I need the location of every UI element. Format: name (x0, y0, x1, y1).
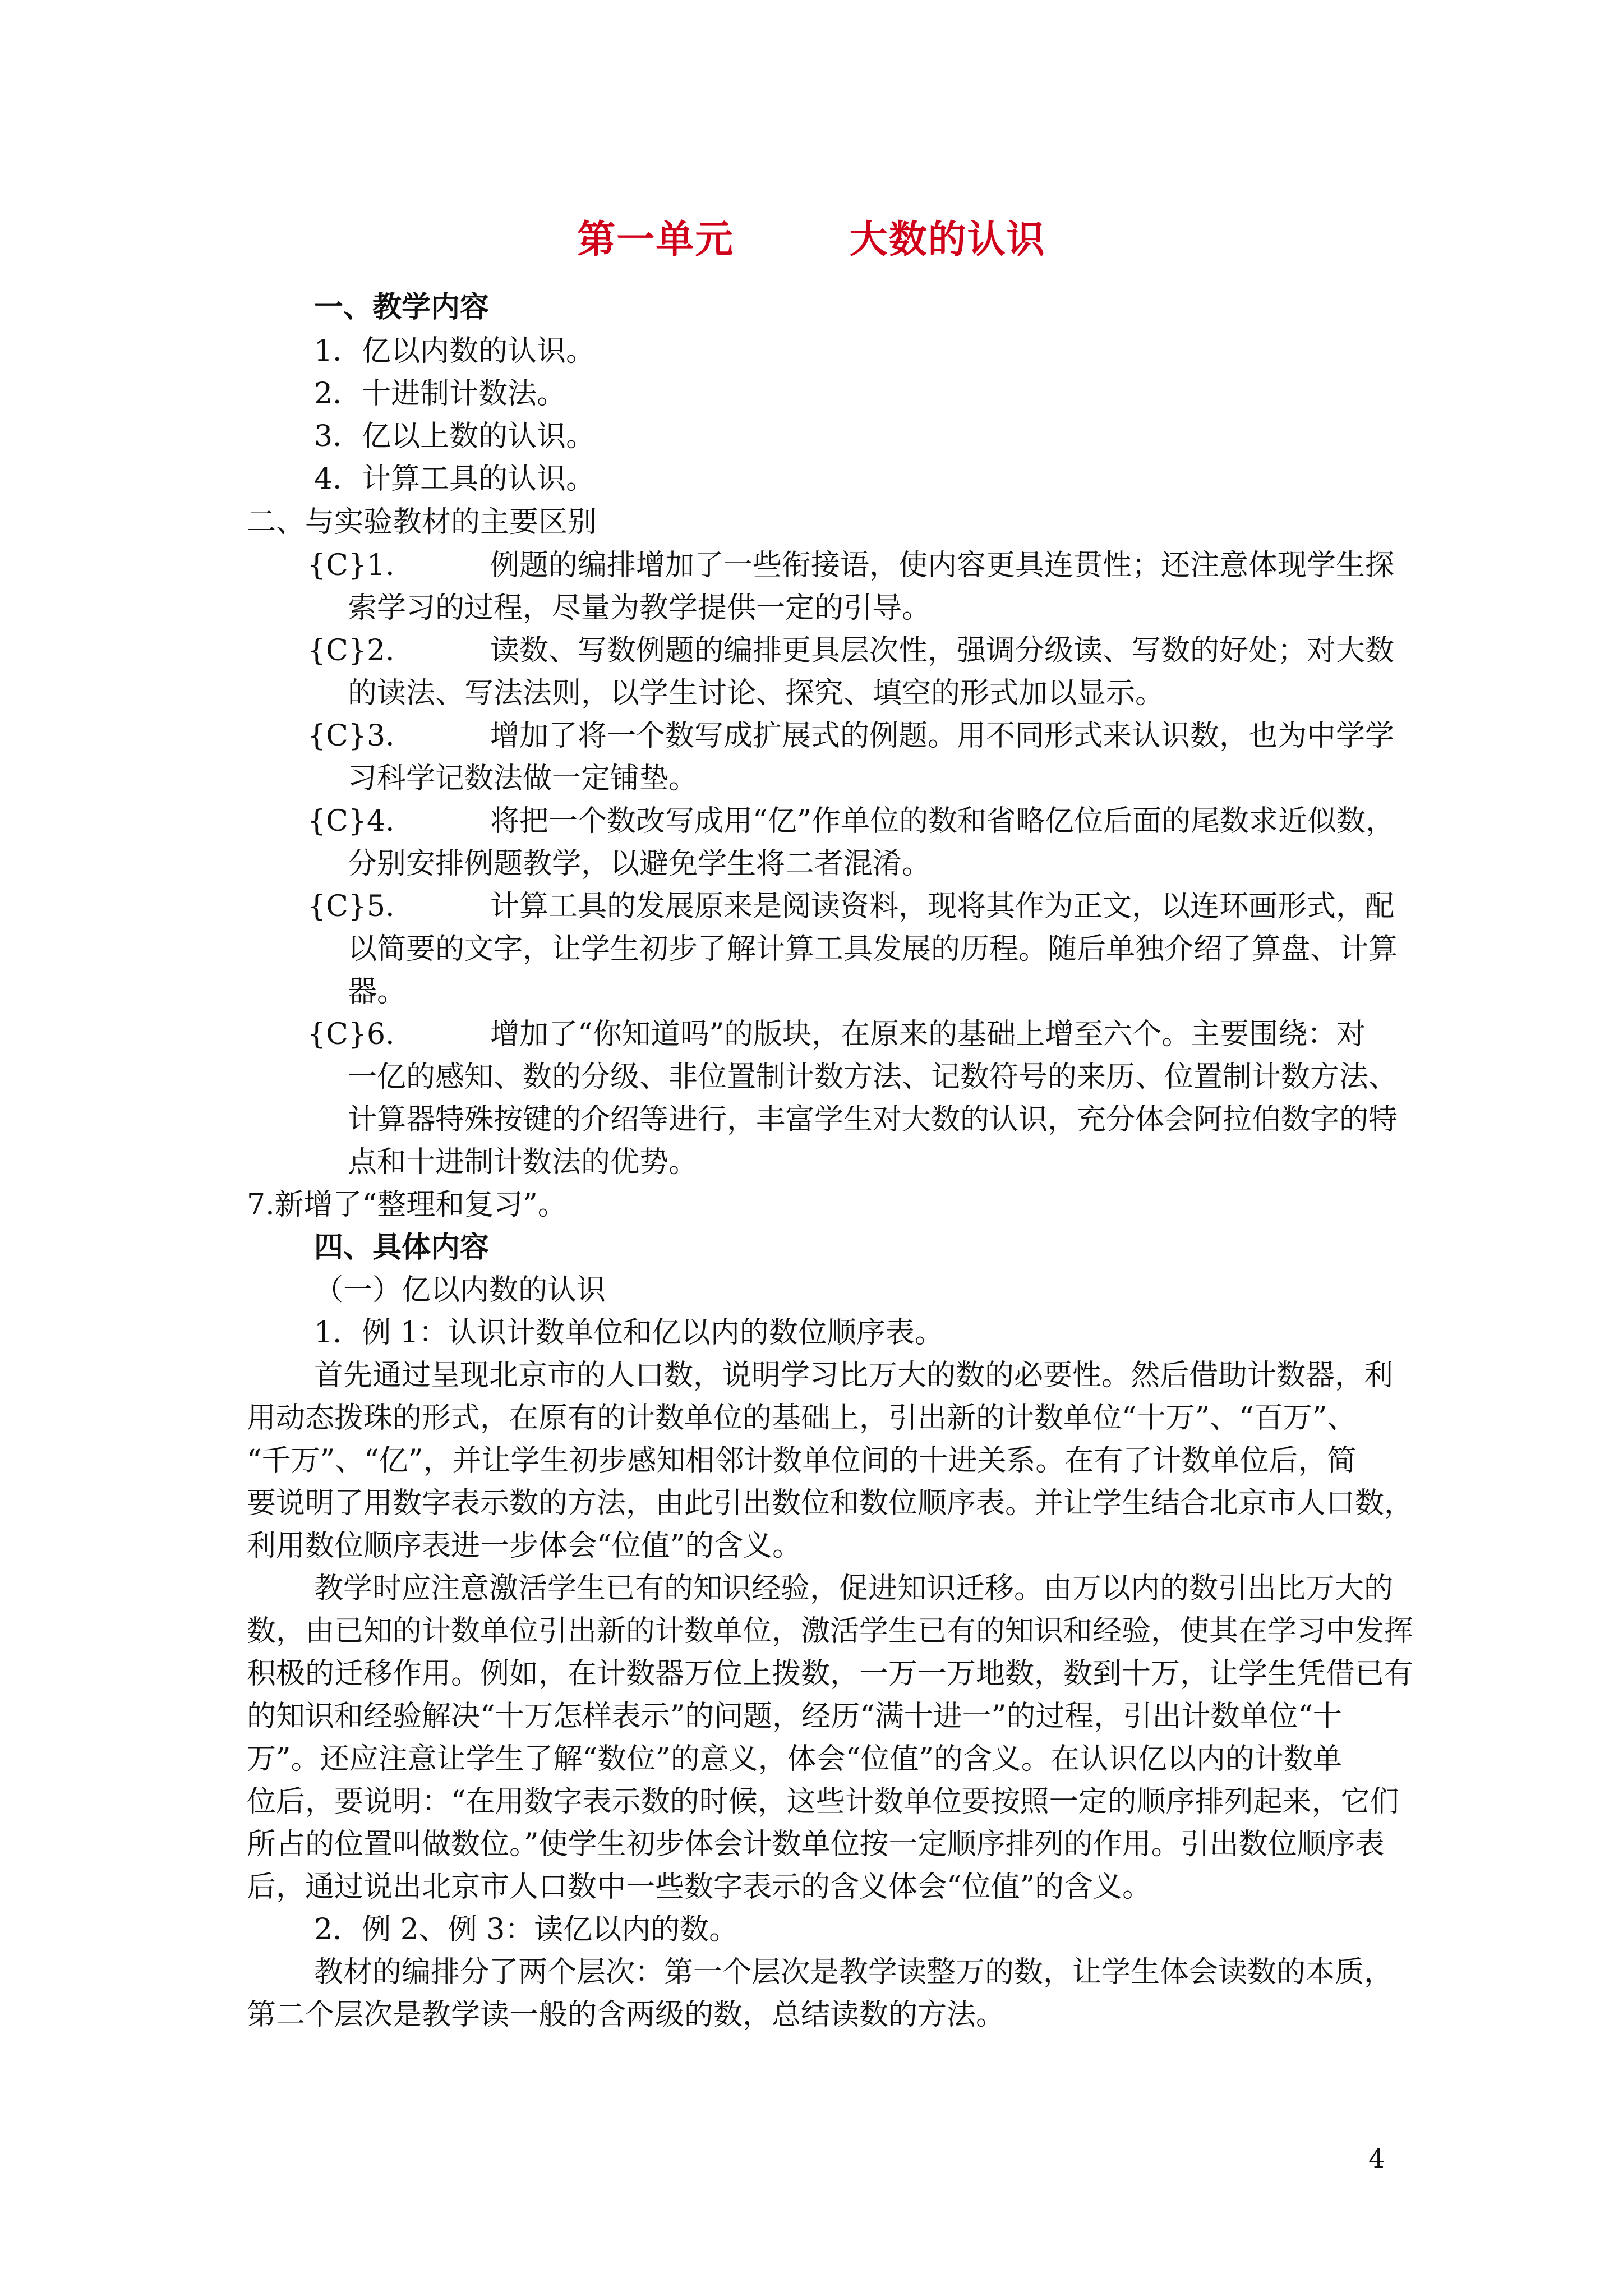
paragraph-line: 数，由已知的计数单位引出新的计数单位，激活学生已有的知识和经验，使其在学习中发挥 (247, 1614, 1414, 1648)
paragraph-line: 积极的迁移作用。例如，在计数器万位上拨数，一万一万地数，数到十万，让学生凭借已有 (247, 1657, 1414, 1691)
paragraph-line: 万”。还应注意让学生了解“数位”的意义，体会“位值”的含义。在认识亿以内的计数单 (247, 1742, 1342, 1776)
paragraph-line: 所占的位置叫做数位。”使学生初步体会计数单位按一定顺序排列的作用。引出数位顺序表 (247, 1828, 1385, 1861)
list-item-number: {C}4. (307, 804, 395, 838)
list-item-line: 一亿的感知、数的分级、非位置制计数方法、记数符号的来历、位置制计数方法、 (348, 1060, 1398, 1094)
section-heading-differences: 二、与实验教材的主要区别 (247, 505, 597, 539)
list-item-line: 读数、写数例题的编排更具层次性，强调分级读、写数的好处；对大数 (490, 634, 1395, 668)
list-item: 7.新增了“整理和复习”。 (247, 1188, 567, 1222)
page-number: 4 (1368, 2143, 1385, 2174)
list-item-line: 点和十进制计数法的优势。 (348, 1145, 698, 1179)
paragraph-line: 首先通过呈现北京市的人口数，说明学习比万大的数的必要性。然后借助计数器，利 (314, 1359, 1394, 1392)
list-item-line: 增加了将一个数写成扩展式的例题。用不同形式来认识数，也为中学学 (490, 719, 1395, 753)
paragraph-line: 要说明了用数字表示数的方法，由此引出数位和数位顺序表。并让学生结合北京市人口数， (247, 1487, 1414, 1520)
paragraph-line: 第二个层次是教学读一般的含两级的数，总结读数的方法。 (247, 1998, 1006, 2032)
paragraph-line: 教材的编排分了两个层次：第一个层次是教学读整万的数，让学生体会读数的本质， (314, 1955, 1394, 1989)
section-heading-specific-content: 四、具体内容 (314, 1230, 490, 1264)
subsection-heading: （一）亿以内数的认识 (314, 1273, 606, 1307)
list-item-number: {C}5. (307, 890, 395, 923)
list-item-line: 以简要的文字，让学生初步了解计算工具发展的历程。随后单独介绍了算盘、计算 (348, 932, 1398, 966)
paragraph-line: 用动态拨珠的形式，在原有的计数单位的基础上，引出新的计数单位“十万”、“百万”、 (247, 1401, 1357, 1435)
list-item: 2．十进制计数法。 (314, 377, 566, 411)
paragraph-line: 利用数位顺序表进一步体会“位值”的含义。 (247, 1529, 802, 1563)
paragraph-line: “千万”、“亿”，并让学生初步感知相邻计数单位间的十进关系。在有了计数单位后，简 (247, 1444, 1357, 1478)
section-heading-teaching-content: 一、教学内容 (314, 290, 490, 324)
list-item-line: 计算器特殊按键的介绍等进行，丰富学生对大数的认识，充分体会阿拉伯数字的特 (348, 1103, 1398, 1137)
list-item-line: 计算工具的发展原来是阅读资料，现将其作为正文，以连环画形式，配 (490, 890, 1395, 923)
list-item: 1．亿以内数的认识。 (314, 334, 596, 368)
paragraph-line: 位后，要说明：“在用数字表示数的时候，这些计数单位要按照一定的顺序排列起来，它们 (247, 1785, 1399, 1819)
example-heading: 2．例 2、例 3：读亿以内的数。 (314, 1913, 739, 1947)
paragraph-line: 后，通过说出北京市人口数中一些数字表示的含义体会“位值”的含义。 (247, 1870, 1152, 1904)
list-item-line: 习科学记数法做一定铺垫。 (348, 762, 698, 795)
paragraph-line: 教学时应注意激活学生已有的知识经验，促进知识迁移。由万以内的数引出比万大的 (314, 1572, 1394, 1605)
list-item-number: {C}6. (307, 1018, 395, 1051)
list-item: 4．计算工具的认识。 (314, 462, 596, 496)
list-item-number: {C}1. (307, 549, 395, 582)
list-item-line: 器。 (348, 975, 407, 1009)
list-item-line: 分别安排例题教学，以避免学生将二者混淆。 (348, 847, 932, 881)
list-item-line: 增加了“你知道吗”的版块，在原来的基础上增至六个。主要围绕：对 (490, 1018, 1366, 1051)
list-item-number: {C}3. (307, 719, 395, 753)
page-title: 第一单元 大数的认识 (577, 217, 1046, 262)
list-item-number: {C}2. (307, 634, 395, 668)
list-item: 3．亿以上数的认识。 (314, 420, 596, 453)
list-item-line: 将把一个数改写成用“亿”作单位的数和省略亿位后面的尾数求近似数， (490, 804, 1395, 838)
list-item-line: 的读法、写法法则，以学生讨论、探究、填空的形式加以显示。 (348, 677, 1165, 710)
paragraph-line: 的知识和经验解决“十万怎样表示”的问题，经历“满十进一”的过程，引出计数单位“十 (247, 1700, 1342, 1733)
list-item-line: 索学习的过程，尽量为教学提供一定的引导。 (348, 591, 932, 625)
list-item-line: 例题的编排增加了一些衔接语，使内容更具连贯性；还注意体现学生探 (490, 549, 1395, 582)
example-heading: 1．例 1：认识计数单位和亿以内的数位顺序表。 (314, 1316, 944, 1350)
